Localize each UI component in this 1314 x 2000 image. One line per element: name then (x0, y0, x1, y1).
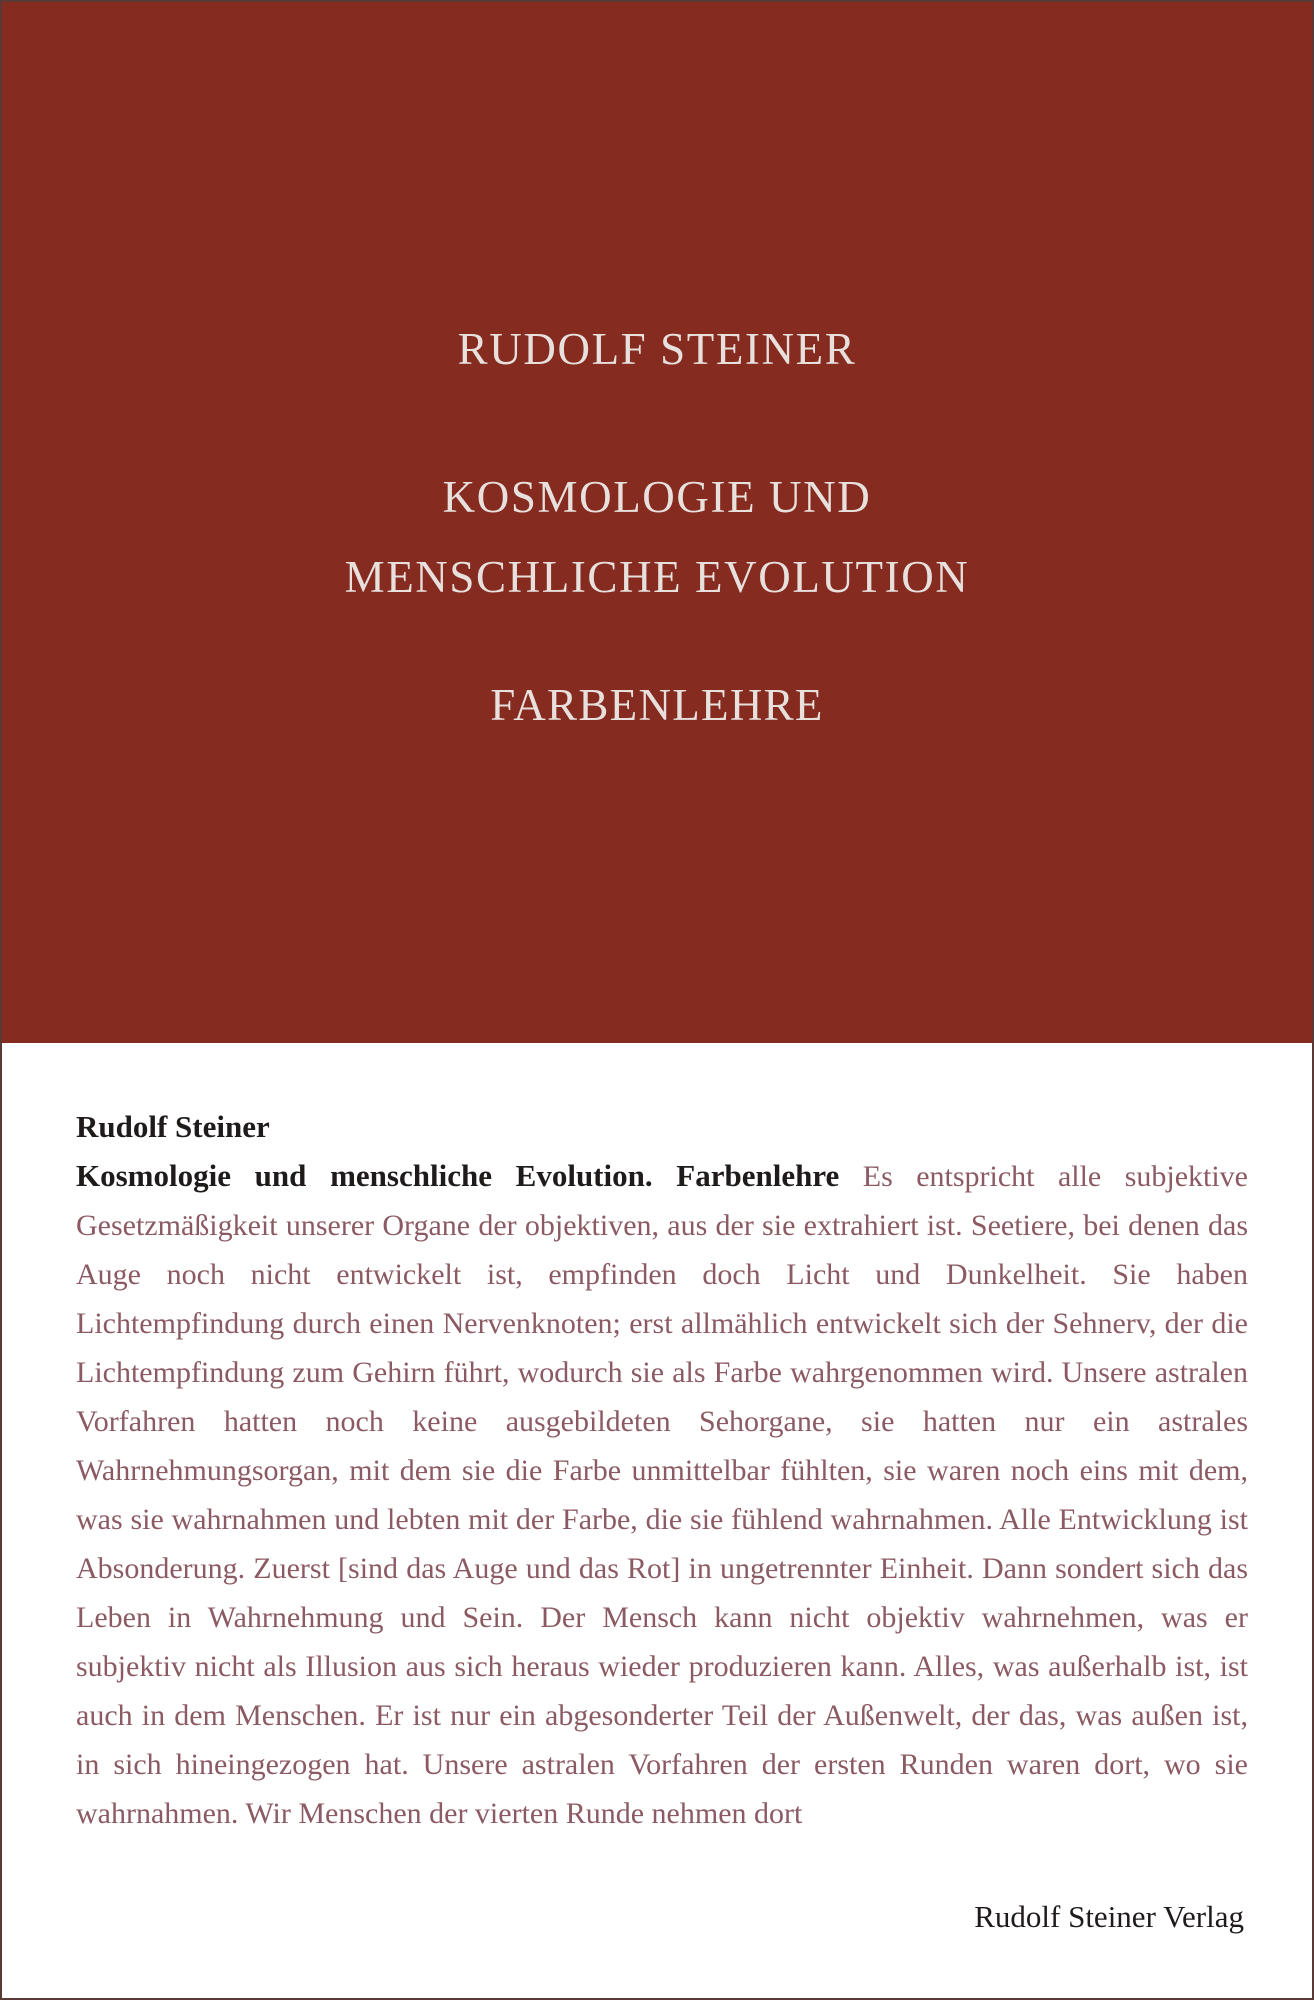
blurb-text: Es entspricht alle subjektive Gesetzmäßigkeit unserer Organe der objektiven, aus der sie extrahiert ist. Seetiere, bei denen das Auge noch nicht entwickelt ist, empfinden doch Licht und Dunkelheit. Sie haben Lichtempfindung durch einen Nervenknoten; erst allmählich entwickelt sich der Sehnerv, der die Lichtempfindung zum Gehirn führt, wodurch sie als Farbe wahrgenommen wird. Unsere astralen Vorfahren hatten noch keine ausgebildeten Sehorgane, sie hatten nur ein astrales Wahrnehmungsorgan, mit dem sie die Farbe unmittelbar fühlten, sie waren noch eins mit dem, was sie wahrnahmen und lebten mit der Farbe, die sie fühlend wahrnahmen. Alle Entwicklung ist Absonderung. Zuerst [sind das Auge und das Rot] in ungetrennter Einheit. Dann sondert sich das Leben in Wahrnehmung und Sein. Der Mensch kann nicht objektiv wahrnehmen, was er subjektiv nicht als Illusion aus sich heraus wieder produzieren kann. Alles, was außerhalb ist, ist auch in dem Menschen. Er ist nur ein abgesonderter Teil der Außenwelt, der das, was außen ist, in sich hineingezogen hat. Unsere astralen Vorfahren der ersten Runden waren dort, wo sie wahrnahmen. Wir Menschen der vierten Runde nehmen dort (76, 1160, 1249, 1830)
blurb-author: Rudolf Steiner (76, 1109, 270, 1144)
cover-red-panel (2, 2, 1312, 1043)
cover-author: RUDOLF STEINER (457, 324, 857, 374)
publisher-name: Rudolf Steiner Verlag (974, 1899, 1244, 1934)
cover-subtitle: FARBENLEHRE (490, 680, 824, 730)
cover-title-line-1: KOSMOLOGIE UND (442, 472, 872, 522)
blurb-title: Kosmologie und menschliche Evolution. Farbenlehre (76, 1158, 840, 1193)
cover-title-line-2: MENSCHLICHE EVOLUTION (344, 552, 970, 602)
blurb-section (76, 1102, 1248, 1838)
cover-title (2, 457, 1312, 617)
